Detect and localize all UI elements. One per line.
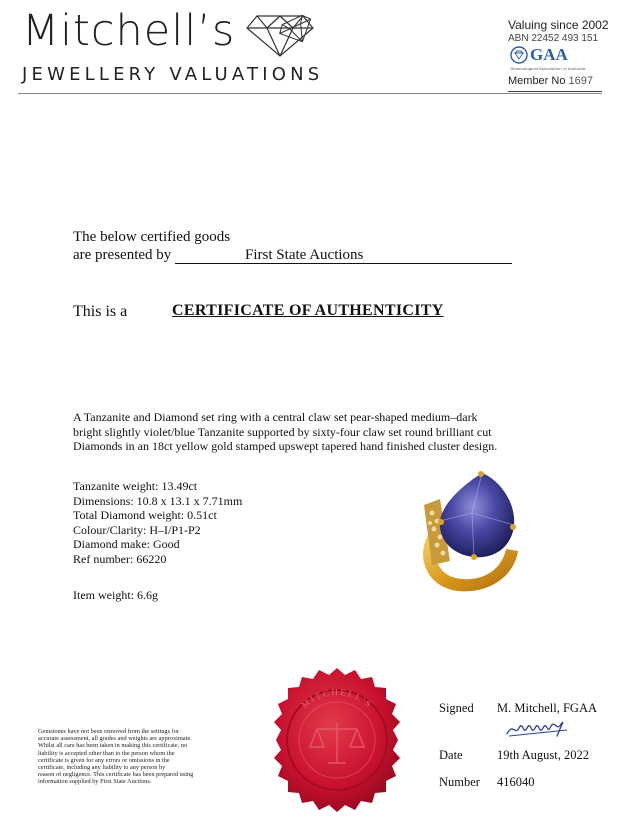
disclaimer-line: liability is accepted other than to the person whom the: [38, 749, 175, 757]
signed-label: Signed: [439, 701, 474, 715]
description-line: A Tanzanite and Diamond set ring with a central claw set pear-shaped medium–dark: [73, 410, 478, 424]
ring-photo: [410, 465, 530, 595]
gaa-text: GAA: [530, 45, 568, 64]
spec-ref-number: Ref number: 66220: [73, 551, 167, 566]
gaa-logo: [508, 45, 608, 74]
gaa-tagline: Gemmological Association of Australia: [510, 66, 586, 71]
member-number: [508, 75, 608, 87]
spec-diamond-weight: Total Diamond weight: 0.51ct: [73, 508, 217, 522]
abn-number: ABN 22452 493 151: [508, 33, 599, 44]
disclaimer-line: information supplied by First State Auctions.: [38, 778, 152, 786]
wax-seal: [262, 665, 412, 815]
item-description: [73, 410, 553, 454]
item-weight: Item weight: 6.6g: [73, 588, 158, 602]
intro-line2: [73, 247, 512, 264]
disclaimer-line: Whilst all care has been taken in making this certificate, no: [38, 742, 188, 750]
member-underline: [508, 91, 602, 92]
member-no: 1697: [568, 75, 594, 87]
brand-subtitle: JEWELLERY VALUATIONS: [22, 64, 324, 85]
brand-name: Mitchell’s: [22, 6, 236, 56]
description-line: Diamonds in an 18ct yellow gold stamped upswept tapered hand finished cluster design.: [73, 439, 498, 453]
disclaimer-line: Gemstones have not been removed from the settings for: [38, 728, 179, 735]
description-line: bright slightly violet/blue Tanzanite supported by sixty-four claw set round brilliant cut: [73, 424, 492, 439]
date-value: 19th August, 2022: [497, 748, 590, 762]
disclaimer-line: reason of negligence. This certificate has been prepared using: [38, 771, 194, 779]
number-value: 416040: [497, 775, 535, 789]
disclaimer-line: certificate is given for any errors or omissions in the: [38, 756, 170, 764]
signed-value: M. Mitchell, FGAA: [497, 701, 597, 715]
valuing-since: Valuing since 2002: [508, 18, 609, 32]
signature-mark: [505, 718, 585, 740]
diamond-logo-icon: [245, 14, 315, 58]
presented-by-label: are presented by: [73, 247, 172, 263]
disclaimer-line: certificate, including any liability to any person by: [38, 764, 166, 772]
header-divider: [18, 93, 602, 94]
number-label: Number: [439, 775, 480, 789]
certificate-prefix: This is a: [73, 303, 128, 320]
spec-dimensions: Dimensions: 10.8 x 13.1 x 7.71mm: [73, 493, 243, 508]
intro-line1: The below certified goods: [73, 229, 231, 245]
gaa-emblem-icon: [510, 46, 528, 64]
date-label: Date: [439, 748, 463, 762]
certificate-title: CERTIFICATE OF AUTHENTICITY: [172, 302, 444, 319]
presenter-name: First State Auctions: [175, 248, 512, 264]
spec-diamond-make: Diamond make: Good: [73, 537, 180, 551]
disclaimer: [38, 728, 243, 786]
spec-tanzanite-weight: Tanzanite weight: 13.49ct: [73, 479, 198, 493]
seal-text: MITCHELL'S: [299, 686, 375, 711]
disclaimer-line: accurate assessment, all grades and weights are approximate.: [38, 735, 192, 743]
member-label: Member No: [508, 75, 566, 87]
spec-list: [73, 479, 242, 566]
spec-colour-clarity: Colour/Clarity: H–I/P1-P2: [73, 522, 201, 537]
